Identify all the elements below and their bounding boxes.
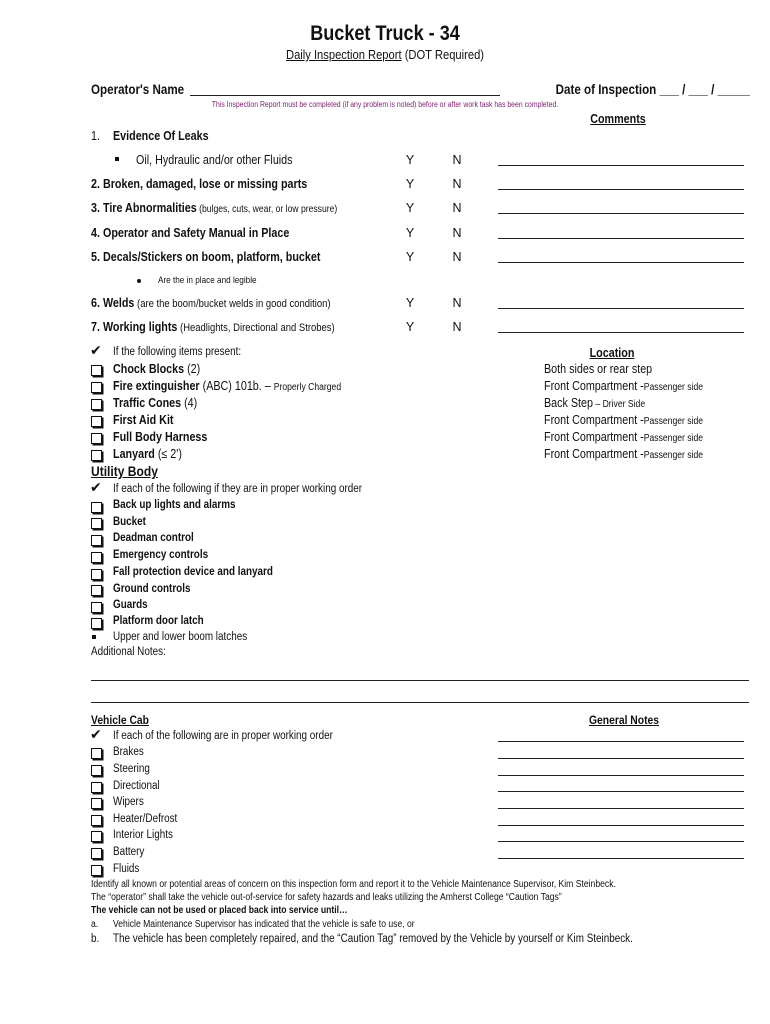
item2-comment-line[interactable] [498, 189, 744, 190]
item1-no[interactable]: N [452, 153, 462, 167]
traffic-cones-detail: (4) [181, 396, 198, 410]
fire-extinguisher-label [113, 379, 341, 393]
utility-body-intro: If each of the following if they are in proper working order [113, 483, 363, 495]
dot-bullet-icon [137, 279, 141, 283]
fire-extinguisher-name: Fire extinguisher [113, 379, 200, 393]
lanyard-label [113, 447, 182, 461]
lanyard-loc-side: Passenger side [643, 450, 704, 461]
general-notes-line-1[interactable] [498, 741, 744, 742]
footer-a-text: Vehicle Maintenance Supervisor has indicated that the vehicle is safe to use, or [113, 919, 415, 930]
checkbox-fluids[interactable] [91, 865, 102, 876]
directional-label: Directional [113, 780, 160, 792]
page-title: Bucket Truck - 34 [310, 22, 460, 45]
steering-label: Steering [113, 763, 150, 775]
item5-yes[interactable]: Y [405, 250, 415, 264]
item2-title: 2. Broken, damaged, lose or missing parts [91, 177, 308, 191]
item7-row [91, 320, 335, 334]
subtitle-underlined: Daily Inspection Report [285, 47, 402, 62]
bullet-icon [92, 635, 96, 639]
item6-comment-line[interactable] [498, 308, 744, 309]
notes-line-1[interactable] [91, 680, 749, 681]
general-notes-line-3[interactable] [498, 775, 744, 776]
fluids-label: Fluids [113, 863, 140, 875]
operator-name-line[interactable] [190, 95, 500, 96]
full-body-harness-loc-side: Passenger side [643, 433, 704, 444]
full-body-harness-label: Full Body Harness [113, 430, 208, 444]
battery-label: Battery [113, 846, 145, 858]
checkbox-directional[interactable] [91, 782, 102, 793]
additional-notes-label: Additional Notes: [91, 646, 166, 658]
lanyard-loc-main: Front Compartment - [544, 447, 644, 461]
completion-notice: This Inspection Report must be completed (if any problem is noted) before or after work task has been completed. [211, 100, 559, 109]
item6-row [91, 296, 331, 310]
checkbox-full-body-harness[interactable] [91, 433, 102, 444]
checkbox-heater-defrost[interactable] [91, 815, 102, 826]
checkbox-deadman-control[interactable] [91, 535, 102, 546]
traffic-cones-loc-side: – Driver Side [593, 399, 646, 410]
traffic-cones-loc-main: Back Step [544, 396, 594, 410]
brakes-label: Brakes [113, 746, 144, 758]
bucket-label: Bucket [113, 516, 146, 528]
checkbox-emergency-controls[interactable] [91, 552, 102, 563]
ground-controls-label: Ground controls [113, 583, 191, 595]
lanyard-name: Lanyard [113, 447, 155, 461]
checkbox-steering[interactable] [91, 765, 102, 776]
notes-line-2[interactable] [91, 702, 749, 703]
item4-title: 4. Operator and Safety Manual in Place [91, 226, 290, 240]
chock-blocks-name: Chock Blocks [113, 362, 185, 376]
checkbox-fall-protection[interactable] [91, 569, 102, 580]
item7-title: 7. Working lights [91, 320, 178, 334]
vehicle-cab-heading: Vehicle Cab [91, 713, 149, 727]
item4-comment-line[interactable] [498, 238, 744, 239]
checkbox-bucket[interactable] [91, 518, 102, 529]
item6-yes[interactable]: Y [405, 296, 415, 310]
footer-b-text: The vehicle has been completely repaired, and the “Caution Tag” removed by the Vehicle by yourself or Kim Steinbeck. [113, 933, 633, 945]
item7-comment-line[interactable] [498, 332, 744, 333]
comments-header: Comments [590, 112, 646, 126]
checkbox-wipers[interactable] [91, 798, 102, 809]
date-of-inspection-label: Date of Inspection ___ / ___ / _____ [555, 82, 750, 97]
item5-no[interactable]: N [452, 250, 462, 264]
general-notes-line-6[interactable] [498, 825, 744, 826]
item6-title: 6. Welds [91, 296, 135, 310]
item3-note: (bulges, cuts, wear, or low pressure) [196, 204, 338, 215]
footer-line-3: The vehicle can not be used or placed back into service until… [91, 905, 348, 916]
checkbox-traffic-cones[interactable] [91, 399, 102, 410]
checkbox-interior-lights[interactable] [91, 831, 102, 842]
traffic-cones-name: Traffic Cones [113, 396, 182, 410]
checkbox-brakes[interactable] [91, 748, 102, 759]
wipers-label: Wipers [113, 796, 144, 808]
chock-blocks-label [113, 362, 200, 376]
full-body-harness-location [544, 430, 703, 444]
item2-no[interactable]: N [452, 177, 462, 191]
item5-title: 5. Decals/Stickers on boom, platform, bucket [91, 250, 321, 264]
item5-comment-line[interactable] [498, 262, 744, 263]
checkbox-fire-extinguisher[interactable] [91, 382, 102, 393]
bullet-icon [115, 157, 119, 161]
first-aid-kit-location [544, 413, 703, 427]
boom-latches-label: Upper and lower boom latches [113, 631, 248, 643]
subtitle-rest: (DOT Required) [401, 47, 485, 62]
checkmark-icon: ✔ [90, 726, 102, 742]
first-aid-kit-label: First Aid Kit [113, 413, 174, 427]
fire-extinguisher-note: Properly Charged [273, 382, 342, 393]
general-notes-heading: General Notes [589, 713, 659, 727]
checkmark-icon: ✔ [90, 479, 102, 495]
item4-no[interactable]: N [452, 226, 462, 240]
location-header: Location [589, 346, 635, 360]
item6-no[interactable]: N [452, 296, 462, 310]
items-present-intro: If the following items present: [113, 346, 242, 358]
item3-comment-line[interactable] [498, 213, 744, 214]
item3-row [91, 201, 337, 215]
checkmark-icon: ✔ [90, 342, 102, 358]
first-aid-kit-loc-main: Front Compartment - [544, 413, 644, 427]
fire-extinguisher-loc-main: Front Compartment - [544, 379, 644, 393]
deadman-control-label: Deadman control [113, 532, 194, 544]
item7-note: (Headlights, Directional and Strobes) [177, 322, 335, 334]
item1-comment-line[interactable] [498, 165, 744, 166]
item1-yes[interactable]: Y [405, 153, 415, 167]
first-aid-kit-loc-side: Passenger side [643, 416, 704, 427]
heater-defrost-label: Heater/Defrost [113, 813, 178, 825]
checkbox-guards[interactable] [91, 602, 102, 613]
platform-door-latch-label: Platform door latch [113, 615, 204, 627]
checkbox-chock-blocks[interactable] [91, 365, 102, 376]
item1-sub: Oil, Hydraulic and/or other Fluids [136, 153, 293, 167]
checkbox-first-aid-kit[interactable] [91, 416, 102, 427]
general-notes-line-4[interactable] [498, 791, 744, 792]
item3-no[interactable]: N [452, 201, 462, 215]
fall-protection-label: Fall protection device and lanyard [113, 566, 273, 578]
footer-line-2: The “operator” shall take the vehicle out-of-service for safety hazards and leaks utilizing the Amherst College “Caution Tags” [91, 892, 562, 903]
utility-body-heading: Utility Body [91, 463, 158, 479]
vehicle-cab-intro: If each of the following are in proper working order [113, 730, 333, 742]
item1-title: Evidence Of Leaks [113, 129, 209, 143]
general-notes-line-8[interactable] [498, 858, 744, 859]
general-notes-line-7[interactable] [498, 841, 744, 842]
checkbox-ground-controls[interactable] [91, 585, 102, 596]
checkbox-backup-lights[interactable] [91, 502, 102, 513]
general-notes-line-2[interactable] [498, 758, 744, 759]
footer-line-1: Identify all known or potential areas of concern on this inspection form and report it to the Vehicle Maintenance Supervisor, Kim Steinbeck. [91, 879, 616, 890]
item7-yes[interactable]: Y [405, 320, 415, 334]
fire-extinguisher-location [544, 379, 703, 393]
interior-lights-label: Interior Lights [113, 829, 173, 841]
item5-sub: Are the in place and legible [158, 275, 257, 286]
footer-a-label: a. [91, 919, 99, 930]
fire-extinguisher-detail: (ABC) 101b. – [199, 379, 274, 393]
page-subtitle [54, 47, 716, 62]
checkbox-battery[interactable] [91, 848, 102, 859]
checkbox-lanyard[interactable] [91, 450, 102, 461]
operator-name-label: Operator's Name [91, 82, 185, 97]
fire-extinguisher-loc-side: Passenger side [643, 382, 704, 393]
emergency-controls-label: Emergency controls [113, 549, 209, 561]
item3-yes[interactable]: Y [405, 201, 415, 215]
general-notes-line-5[interactable] [498, 808, 744, 809]
item1-number: 1. [91, 129, 100, 143]
checkbox-platform-door-latch[interactable] [91, 618, 102, 629]
backup-lights-label: Back up lights and alarms [113, 499, 236, 511]
lanyard-detail: (≤ 2') [154, 447, 182, 461]
item2-yes[interactable]: Y [405, 177, 415, 191]
item6-note: (are the boom/bucket welds in good condition) [134, 298, 331, 310]
item7-no[interactable]: N [452, 320, 462, 334]
chock-blocks-location: Both sides or rear step [544, 362, 653, 376]
item4-yes[interactable]: Y [405, 226, 415, 240]
traffic-cones-location [544, 396, 645, 410]
full-body-harness-loc-main: Front Compartment - [544, 430, 644, 444]
lanyard-location [544, 447, 703, 461]
traffic-cones-label [113, 396, 197, 410]
guards-label: Guards [113, 599, 148, 611]
footer-b-label: b. [91, 933, 100, 945]
item3-title: 3. Tire Abnormalities [91, 201, 197, 215]
chock-blocks-detail: (2) [184, 362, 201, 376]
